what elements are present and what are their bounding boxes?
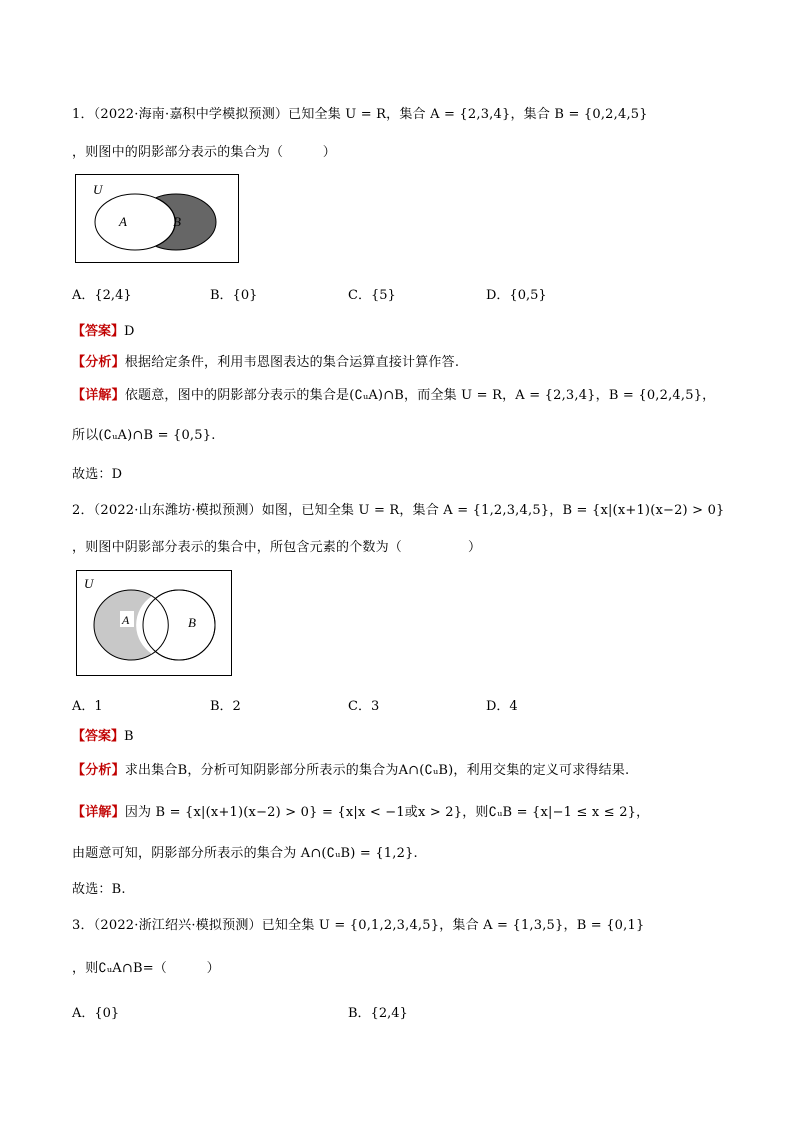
q2-option-b: B．2 bbox=[210, 699, 241, 714]
q1-detail-row bbox=[72, 387, 715, 405]
q1-detail-line1: 依题意，图中的阴影部分表示的集合是(∁ᵤA)∩B，而全集 U = R，A = {2,3,4}，B = {0,2,4,5}， bbox=[124, 388, 716, 403]
q1-analysis-tag: 【分析】 bbox=[72, 355, 125, 370]
q2-venn-b-label: B bbox=[188, 615, 196, 630]
q1-stem-line2: ，则图中的阴影部分表示的集合为（ ） bbox=[72, 145, 337, 160]
q2-analysis-tag: 【分析】 bbox=[72, 763, 125, 778]
q1-answer-row bbox=[72, 320, 134, 339]
q2-detail-tag: 【详解】 bbox=[72, 805, 125, 820]
q1-answer-value: D bbox=[124, 324, 135, 339]
q2-option-c: C．3 bbox=[348, 699, 380, 714]
q1-analysis-row bbox=[72, 354, 459, 372]
q3-stem-line1: 3．（2022·浙江绍兴·模拟预测）已知全集 U = {0,1,2,3,4,5}，集合 A = {1,3,5}，B = {0,1} bbox=[72, 918, 645, 933]
q2-detail-line2: 由题意可知，阴影部分所表示的集合为 A∩(∁ᵤB) = {1,2}. bbox=[72, 846, 418, 861]
q2-venn-u-label: U bbox=[84, 576, 94, 591]
q1-venn-u-label: U bbox=[93, 182, 103, 197]
q3-stem-line2: ，则∁ᵤA∩B=（ ） bbox=[72, 961, 220, 976]
q1-option-b: B．{0} bbox=[210, 288, 258, 303]
q2-stem-line2: ，则图中阴影部分表示的集合中，所包含元素的个数为（ ） bbox=[72, 540, 482, 555]
q2-option-a: A．1 bbox=[72, 699, 103, 714]
q1-stem-line1: 1．（2022·海南·嘉积中学模拟预测）已知全集 U = R，集合 A = {2,3,4}，集合 B = {0,2,4,5} bbox=[72, 107, 648, 122]
q2-analysis-row bbox=[72, 762, 629, 780]
q2-venn-a-label: A bbox=[122, 613, 130, 627]
q1-option-d: D．{0,5} bbox=[486, 288, 547, 303]
q2-stem-line1: 2．（2022·山东潍坊·模拟预测）如图，已知全集 U = R，集合 A = {1,2,3,4,5}，B = {x|(x+1)(x−2) > 0} bbox=[72, 503, 725, 518]
q2-detail-row bbox=[72, 804, 649, 822]
q1-venn-diagram bbox=[75, 174, 240, 264]
q1-venn-b-label: B bbox=[173, 214, 181, 229]
q3-option-a: A．{0} bbox=[72, 1006, 120, 1021]
q2-analysis-text: 求出集合B，分析可知阴影部分所表示的集合为A∩(∁ᵤB)，利用交集的定义可求得结果. bbox=[124, 763, 630, 778]
q1-set-a-ellipse bbox=[95, 194, 175, 250]
q1-venn-a-label: A bbox=[119, 214, 127, 229]
q1-answer-tag: 【答案】 bbox=[72, 324, 125, 339]
q1-detail-line2: 所以(∁ᵤA)∩B = {0,5}. bbox=[72, 428, 216, 443]
q1-detail-tag: 【详解】 bbox=[72, 388, 125, 403]
q1-option-c: C．{5} bbox=[348, 288, 396, 303]
q1-option-a: A．{2,4} bbox=[72, 288, 132, 303]
q2-answer-tag: 【答案】 bbox=[72, 729, 125, 744]
q1-choice: 故选：D bbox=[72, 467, 123, 482]
q2-detail-line1: 因为 B = {x|(x+1)(x−2) > 0} = {x|x < −1或x > 2}，则∁ᵤB = {x|−1 ≤ x ≤ 2}， bbox=[124, 805, 650, 820]
q3-option-b: B．{2,4} bbox=[348, 1006, 408, 1021]
q2-venn-diagram bbox=[76, 570, 233, 678]
q2-answer-value: B bbox=[124, 729, 134, 744]
q2-choice: 故选：B. bbox=[72, 882, 126, 897]
q2-answer-row bbox=[72, 725, 134, 744]
q2-option-d: D．4 bbox=[486, 699, 518, 714]
q1-analysis-text: 根据给定条件，利用韦恩图表达的集合运算直接计算作答. bbox=[124, 355, 460, 370]
